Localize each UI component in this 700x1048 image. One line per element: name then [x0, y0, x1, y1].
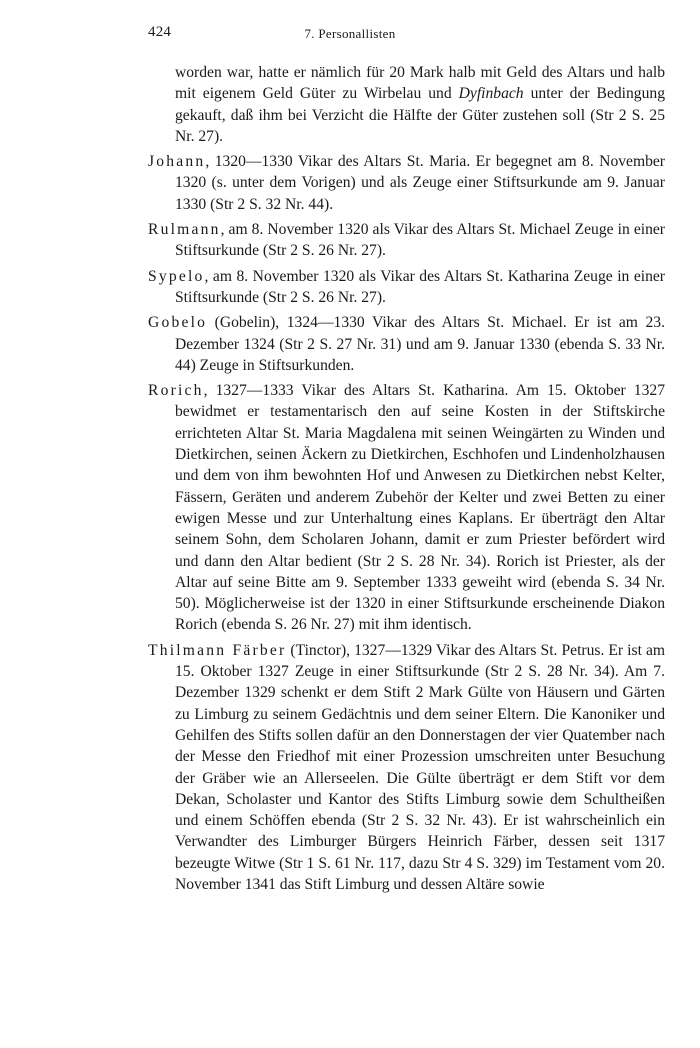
page-number: 424: [148, 24, 172, 40]
entry-name: Gobelo: [148, 314, 208, 332]
entry-name: Johann: [148, 153, 206, 171]
entry-rulmann: [148, 219, 665, 262]
entry-text: (Gobelin), 1324—1330 Vikar des Altars St. Michael. Er ist am 23. Dezember 1324 (Str 2 S. 27 Nr. 31) und am 9. Januar 1330 (ebenda S. 33 Nr. 44) Zeuge in Stiftsurkunden.: [175, 314, 665, 374]
running-title: 7. Personallisten: [304, 26, 396, 41]
entry-gobelo: [148, 312, 665, 376]
entry-name: Rorich: [148, 382, 204, 400]
entry-sypelo: [148, 266, 665, 309]
entry-johann: [148, 151, 665, 215]
entry-name: Thilmann Färber: [148, 641, 287, 659]
entry-name: Rulmann: [148, 221, 221, 239]
page-body: [148, 62, 665, 899]
entry-name: Sypelo: [148, 267, 205, 285]
entry-continuation: [148, 62, 665, 147]
entry-text: unter der Bedingung gekauft, daß ihm bei Verzicht die Hälfte der Güter zustehen soll (Str 2 S. 25 Nr. 27).: [175, 85, 665, 145]
entry-text: , 1320—1330 Vikar des Altars St. Maria. Er begegnet am 8. November 1320 (s. unter dem Vorigen) und als Zeuge einer Stiftsurkunde am 9. Januar 1330 (Str 2 S. 32 Nr. 44).: [175, 153, 665, 213]
entry-text: , 1327—1333 Vikar des Altars St. Katharina. Am 15. Oktober 1327 bewidmet er testamentarisch den auf seine Kosten in der Stiftskirche errichteten Altar St. Maria Magdalena mit seinen Weingärten zu Winden und Dietkirchen, seinen Äckern zu Dietkirchen, Eschhofen und Lindenholzhausen und dem von ihm bewohnten Hof und Anwesen zu Dietkirchen nebst Kelter, Fässern, Geräten und anderem Zubehör der Kelter und zwei Betten zu einer ewigen Messe und zur Unterhaltung eines Kaplans. Er überträgt den Altar seinem Sohn, dem Scholaren Johann, damit er zum Priester befördert wird und dann den Altar bedient (Str 2 S. 28 Nr. 34). Rorich ist Priester, als der Altar auf seine Bitte am 9. September 1333 geweiht wird (ebenda S. 34 Nr. 50). Möglicherweise ist der 1320 in einer Stiftsurkunde erscheinende Diakon Rorich (ebenda S. 26 Nr. 27) mit ihm identisch.: [175, 382, 665, 634]
entry-text: , am 8. November 1320 als Vikar des Altars St. Michael Zeuge in einer Stiftsurkunde (Str 2 S. 26 Nr. 27).: [175, 221, 665, 260]
entry-rorich: [148, 380, 665, 636]
entry-text: (Tinctor), 1327—1329 Vikar des Altars St. Petrus. Er ist am 15. Oktober 1327 Zeuge in einer Stiftsurkunde (Str 2 S. 28 Nr. 34). Am 7. Dezember 1329 schenkt er dem Stift 2 Mark Gülte von Häusern und Gärten zu Limburg zu seinem Gedächtnis und dem seiner Eltern. Die Kanoniker und Gehilfen des Stifts sollen dafür an den Donnerstagen der vier Quatember nach der Messe den Friedhof mit einer Prozession umschreiten unter Besuchung der Gräber wie an Allerseelen. Die Gülte überträgt er dem Stift vor dem Dekan, Scholaster und Kantor des Stifts Limburg sowie dem Schultheißen und einem Schöffen ebenda (Str 2 S. 32 Nr. 43). Er ist wahrscheinlich ein Verwandter des Limburger Bürgers Heinrich Färber, dessen seit 1317 bezeugte Witwe (Str 1 S. 61 Nr. 117, dazu Str 4 S. 329) im Testament vom 20. November 1341 das Stift Limburg und dessen Altäre sowie: [175, 641, 665, 893]
entry-text: worden war, hatte er nämlich für 20 Mark halb mit Geld des Altars und halb mit eigenem Geld Güter zu Wirbelau und: [175, 64, 665, 103]
italic-place-name: Dyfinbach: [458, 85, 524, 103]
entry-thilmann-faerber: [148, 640, 665, 896]
entry-text: , am 8. November 1320 als Vikar des Altars St. Katharina Zeuge in einer Stiftsurkunde (Str 2 S. 26 Nr. 27).: [175, 267, 665, 306]
